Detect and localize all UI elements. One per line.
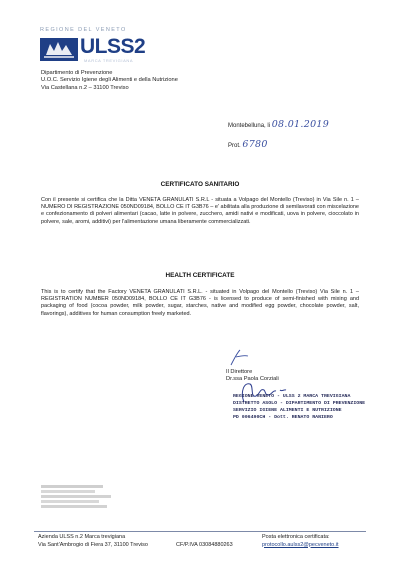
place-label: Montebelluna, li [228,123,271,129]
footer-address: Via Sant'Ambrogio di Fiera 37, 31100 Treviso [38,541,148,548]
health-certificate-text: This is to certify that the Factory VENETA GRANULATI S.R.L. - situated in Volpago del Montello (Treviso) Via Sile n. 1 – REGISTRATION NUMBER 050ND09184, BOLLO CE IT G3B76 - is licensed to produce of semi-finished with mixing and packaging of food (cocoa powder, milk powder, sugar, starches, native and modified egg powder, chocolate powder, salt, flavorings), additives for human consumption freely marketed. [41,289,359,317]
footer-address-block [38,534,148,549]
department-line: U.O.C. Servizio Igiene degli Alimenti e della Nutrizione [41,77,178,84]
footer-divider [34,531,366,532]
health-certificate-title: HEALTH CERTIFICATE [165,272,235,279]
place-date [228,119,329,130]
certificato-text: Con il presente si certifica che la Ditta VENETA GRANULATI S.R.L - situata a Volpago del Montello (Treviso) in Via Sile n. 1 – NUMERO DI REGISTRAZIONE 050ND09184, BOLLO CE IT G3B76 – e' abilitata alla produzione di semilavorati con miscelazione e confezionamento di polveri alimentari (cacao, latte in polvere, zucchero, amidi nativi e modificati, uova in polvere, cioccolato in polvere, sale, aromi, additivi) per l'alimentazione umana liberamente commercializzati. [41,197,359,225]
signatory-role: Il Direttore [226,369,253,375]
small-print-block [41,485,111,508]
protocol [228,139,268,150]
footer-pec-label: Posta elettronica certificata: [262,534,330,540]
footer-vat: CF/P.IVA 03084880263 [176,542,233,548]
department-line: Dipartimento di Prevenzione [41,70,113,76]
footer-pec-link[interactable]: protocollo.aulss2@pecveneto.it [262,541,339,548]
signature-mark-icon [228,347,250,369]
region-label: REGIONE DEL VENETO [40,27,127,33]
official-stamp [233,393,365,421]
handwritten-protocol-number: 6780 [242,139,268,150]
footer-pec-block [262,534,339,549]
logo-wordmark: ULSS2 [80,35,146,58]
handwritten-date: 08.01.2019 [271,119,330,130]
stamp-line: SERVIZIO IGIENE ALIMENTI E NUTRIZIONE [233,408,342,413]
certificato-title: CERTIFICATO SANITARIO [160,181,240,188]
stamp-line: DISTRETTO ASOLO - DIPARTIMENTO DI PREVENZIONE [233,401,366,406]
stamp-line: REGIONE VENETO - ULSS 2 MARCA TREVIGIANA [233,394,351,399]
signatory-name: Dr.ssa Paola Corziali [226,376,279,383]
footer-azienda: Azienda ULSS n.2 Marca trevigiana [38,534,126,540]
department-line: Via Castellana n.2 – 31100 Treviso [41,84,129,91]
ulss-logo-icon [40,38,78,61]
stamp-line: PD 006490CH - Dott. RENATO RANIERO [233,415,333,420]
protocol-label: Prot. [228,143,241,149]
department-info [41,70,178,92]
logo-subtitle: MARCA TREVIGIANA [84,58,134,63]
